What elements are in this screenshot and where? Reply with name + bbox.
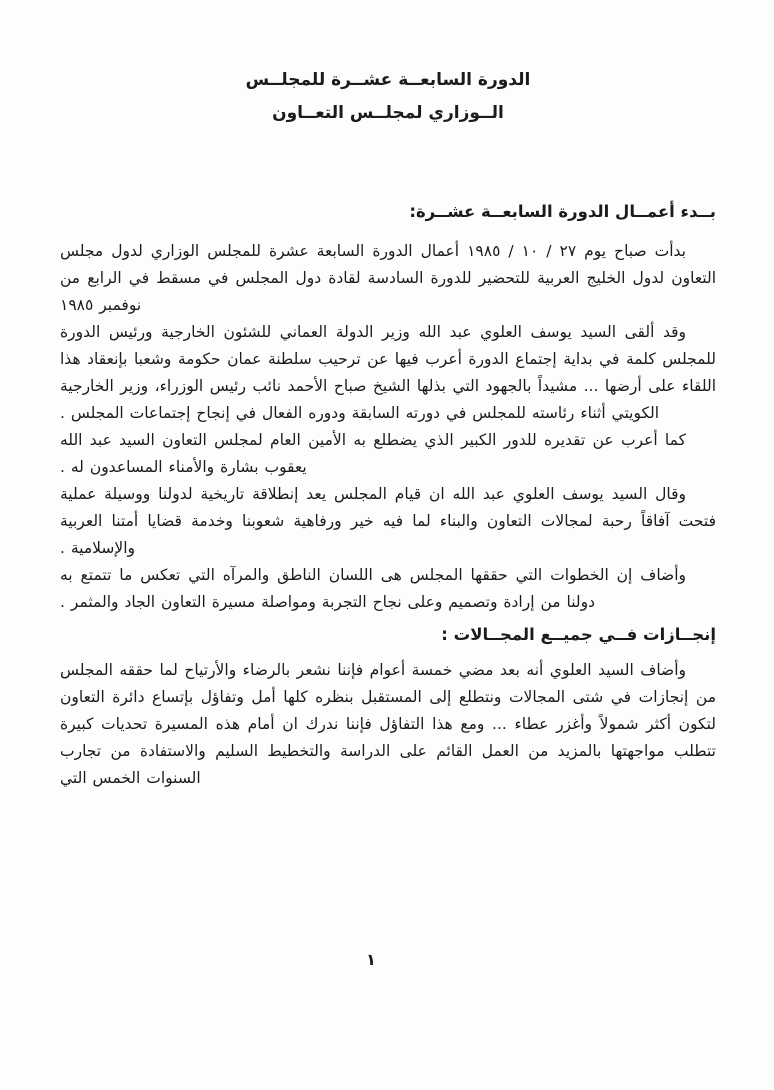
- section-body-session-start: [60, 238, 716, 616]
- document-content: [60, 0, 716, 792]
- section-heading-session-start: بــدء أعمــال الدورة السابعــة عشــرة:: [409, 202, 716, 221]
- paragraph: بدأت صباح يوم ٢٧ / ١٠ / ١٩٨٥ أعمال الدورة السابعة عشرة للمجلس الوزاري لدول مجلس التعاون لدول الخليج العربية للتحضير للدورة السادسة لقادة دول المجلس في مسقط في الرابع من نوفمبر ١٩٨٥: [60, 242, 716, 314]
- document-title: [60, 0, 716, 130]
- paragraph: وأضاف إن الخطوات التي حققها المجلس هى اللسان الناطق والمرآه التي تعكس ما تتمتع به دولنا من إرادة وتصميم وعلى نجاح التجربة ومواصلة مسيرة التعاون الجاد والمثمر .: [60, 566, 686, 611]
- section-heading-achievements: إنجــازات فــي جميــع المجــالات :: [441, 625, 716, 644]
- section-body-achievements: [60, 657, 716, 792]
- paragraph: وقد ألقى السيد يوسف العلوي عبد الله وزير الدولة العماني للشئون الخارجية ورئيس الدورة للمجلس كلمة في بداية إجتماع الدورة أعرب فيها عن ترحيب سلطنة عمان حكومة وشعبا بإنعقاد هذا اللقاء على أرضها ... مشيداً بالجهود التي بذلها الشيخ صباح الأحمد نائب رئيس الوزراء، وزير الخارجية الكويتي أثناء رئاسته للمجلس في دورته السابقة ودوره الفعال في إنجاح إجتماعات المجلس .: [60, 323, 716, 422]
- page-number: ١: [366, 950, 376, 969]
- paragraph: وقال السيد يوسف العلوي عبد الله ان قيام المجلس يعد إنطلاقة تاريخية لدولنا ووسيلة عملية فتحت آفاقاً رحبة لمجالات التعاون والبناء لما فيه خير ورفاهية شعوبنا وخدمة قضايا أمتنا العربية والإسلامية .: [60, 485, 716, 557]
- paragraph: كما أعرب عن تقديره للدور الكبير الذي يضطلع به الأمين العام لمجلس التعاون السيد عبد الله يعقوب بشارة والأمناء المساعدون له .: [60, 431, 686, 476]
- document-title-line-2: الــوزاري لمجلــس التعــاون: [272, 103, 504, 123]
- paragraph: وأضاف السيد العلوي أنه بعد مضي خمسة أعوام فإننا نشعر بالرضاء والأرتياح لما حققه المجلس من إنجازات في شتى المجالات ونتطلع إلى المستقبل بنظره كلها أمل وتفاؤل بإتساع دائرة التعاون لتكون أكثر شمولاً وأغزر عطاء ... ومع هذا التفاؤل فإننا ندرك ان أمام هذه المسيرة تحديات كبيرة تتطلب مواجهتها بالمزيد من العمل القائم على الدراسة والتخطيط السليم والاستفادة من تجارب السنوات الخمس التي: [60, 661, 716, 787]
- document-title-line-1: الدورة السابعــة عشــرة للمجلــس: [245, 70, 531, 90]
